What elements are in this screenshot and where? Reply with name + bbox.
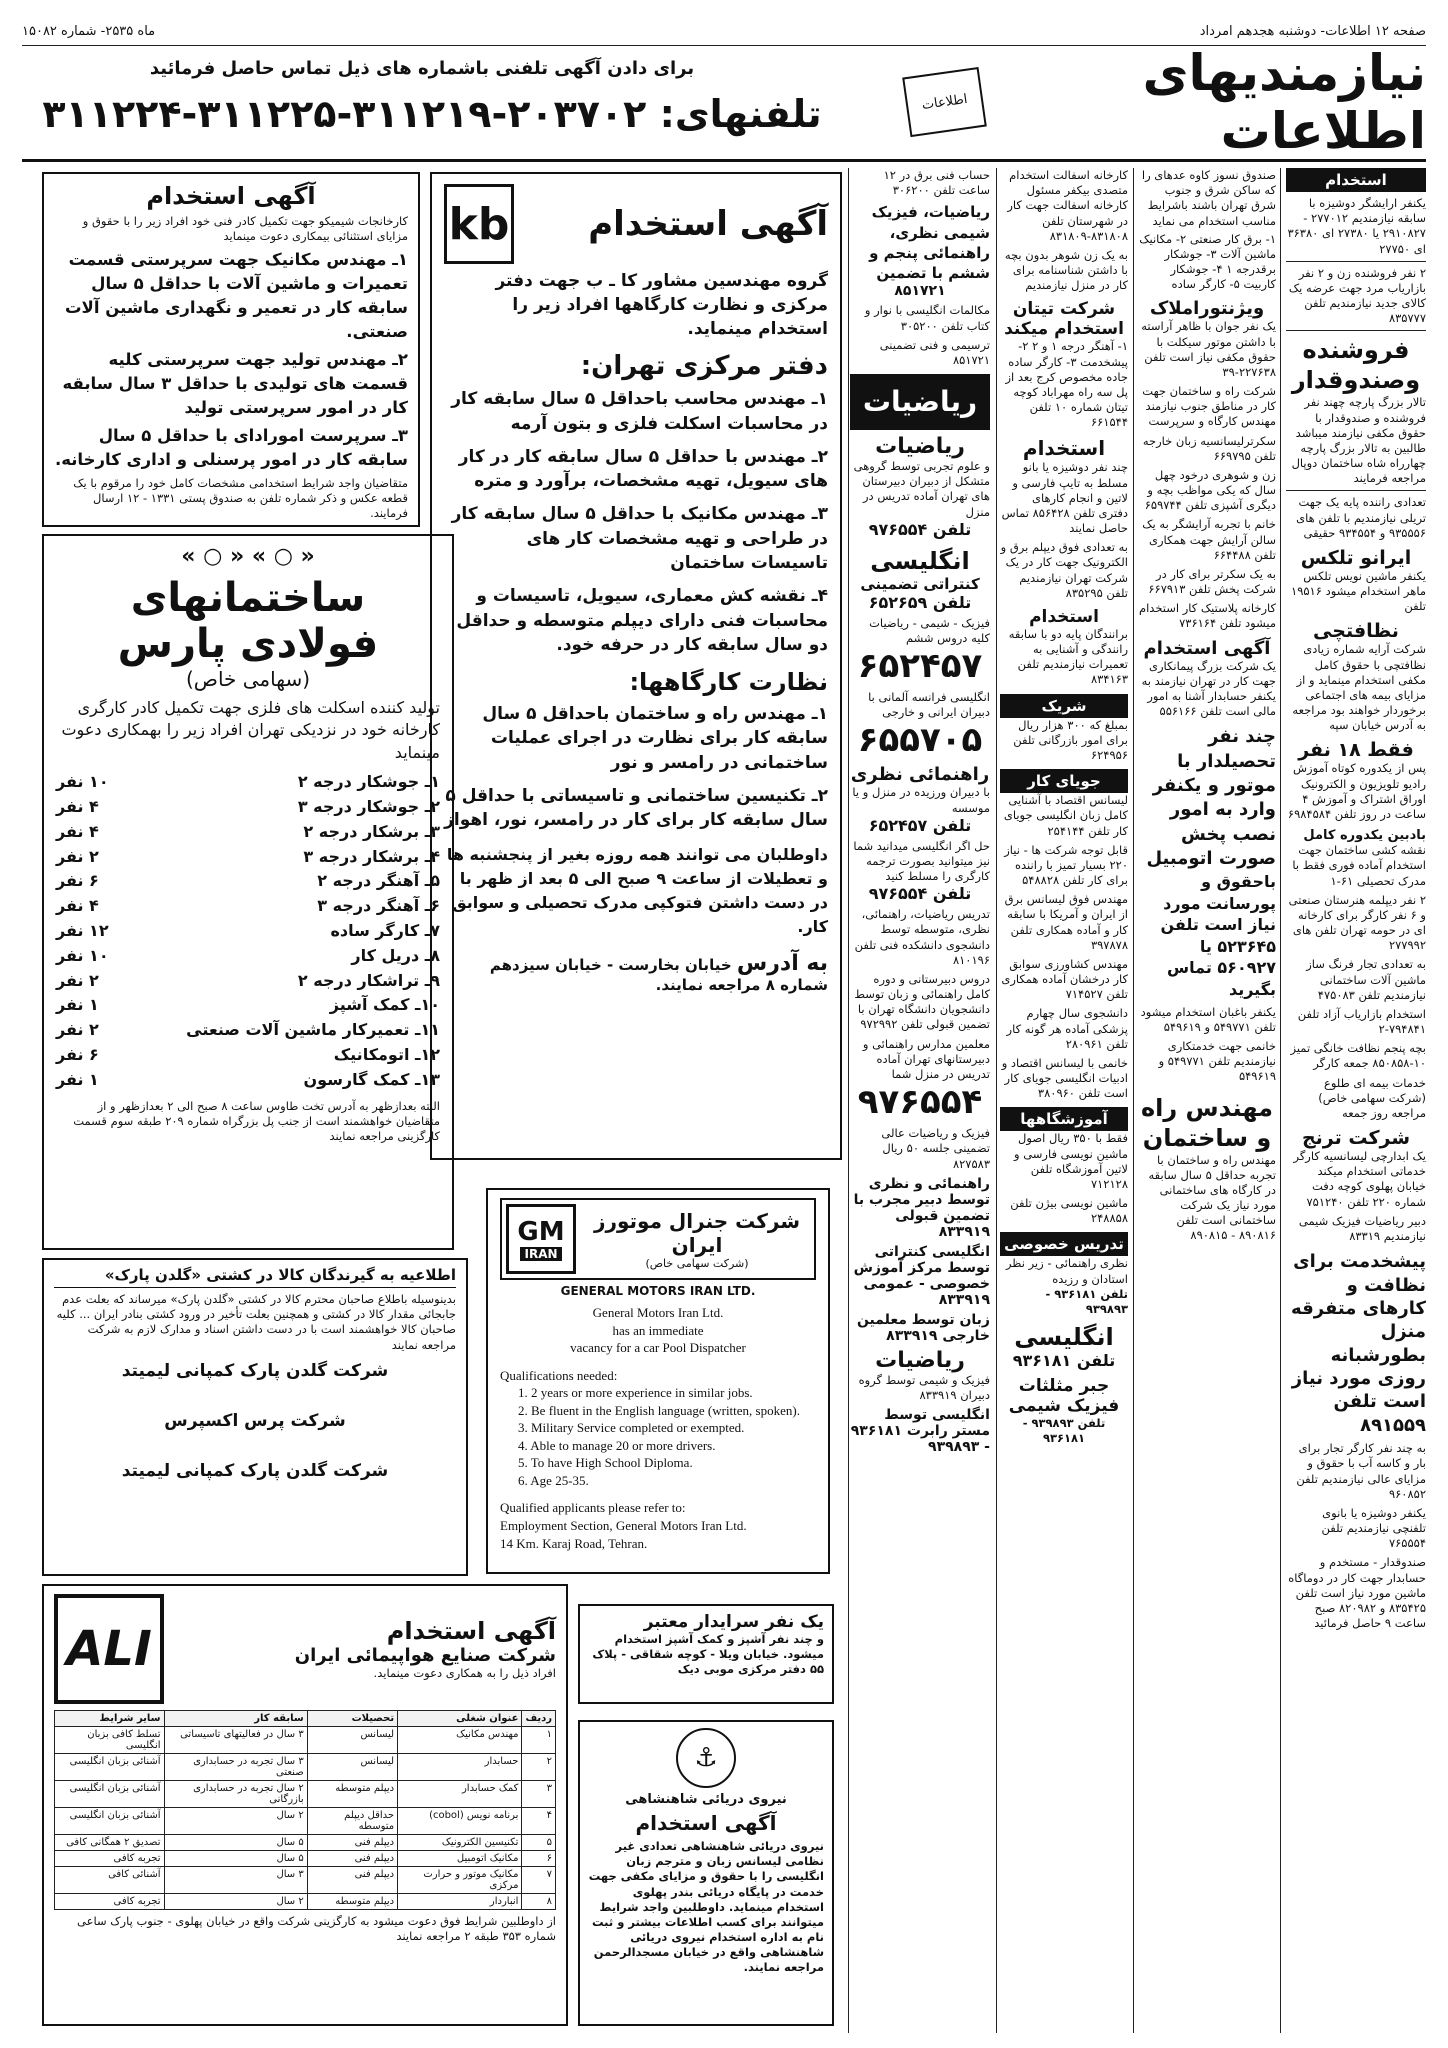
navy-title: آگهی استخدام <box>635 1811 777 1835</box>
kb-ad-intro: گروه مهندسین مشاور کا ـ ب جهت دفتر مرکزی و نظارت کارگاهها افراد زیر را استخدام مینماید. <box>495 271 828 339</box>
steel-job-count: ۶ نفر <box>56 871 99 891</box>
col2-ad9-title: آگهی استخدام <box>1143 637 1271 659</box>
steel-job-row <box>56 993 440 1018</box>
golden-company-footer: شرکت گلدن پارک کمپانی لیمیتد <box>121 1460 389 1481</box>
gm-fa-sub: (شرکت سهامی خاص) <box>645 1256 749 1270</box>
gm-intro3: vacancy for a car Pool Dispatcher <box>570 1340 746 1356</box>
steel-title2: فولادی پارس <box>117 621 379 667</box>
col2-ad8: کارخانه پلاستیک کار استخدام میشود تلفن ۷۳۶۱۶۴ <box>1138 601 1276 631</box>
table-cell: ۴ <box>522 1808 556 1835</box>
col3-ad18-title: جبر مثلثات فیزیک شیمی <box>1008 1376 1120 1417</box>
col1-ad8: نقشه کشی ساختمان جهت استخدام آماده فوری فقط با مدرک تحصیلی ۶۱-۱ <box>1292 843 1426 888</box>
col4-logo: ریاضیات <box>850 374 990 430</box>
steel-job-title: ۹ـ تراشکار درجه ۲ <box>297 970 440 990</box>
table-cell: مکانیک موتور و حرارت مرکزی <box>398 1867 522 1894</box>
col1-ad13: خدمات بیمه ای طلوع (شرکت سهامی خاص) مراجعه روز جمعه <box>1318 1075 1426 1120</box>
col1-tag: استخدام <box>1286 168 1426 192</box>
steel-job-row <box>56 894 440 919</box>
chem-intro: کارخانجات شیمیکو جهت تکمیل کادر فنی خود افراد زیر را با حقوق و مزایای استثنائی بیمکاری دعوت مینماید <box>82 214 408 244</box>
steel-title3: (سهامی خاص) <box>185 667 311 691</box>
col1-ad17: به چند نفر کارگر تجار برای بار و کاسه آب با حقوق و مزایای عالی نیازمندیم تلفن ۹۶۰۸۵۲ <box>1296 1441 1426 1501</box>
col2-ad2: یک نفر جوان با ظاهر آراسته با داشتن موتور سیکلت با حقوق مکفی نیاز است تلفن ۲۲۷۶۳۸-۳۹ <box>1141 319 1276 379</box>
col4-ad2-title: ریاضیات، فیزیک شیمی نظری، راهنمائی پنجم و ششم با تضمین <box>869 203 990 283</box>
table-cell: حسابدار <box>398 1754 522 1781</box>
table-cell: تکنیسین الکترونیک <box>398 1835 522 1851</box>
col2-ad2-title: ویژنتوراملاک <box>1149 298 1265 320</box>
kb-ad-item2: ۲ـ مهندس با حداقل ۵ سال سابقه کار در کار های سیویل، تهیه مشخصات، برآورد و متره <box>458 446 828 492</box>
table-row <box>55 1727 556 1754</box>
kb-ad-item4: ۴ـ نقشه کش معماری، سیویل، تاسیسات و محاسبات فنی دارای دیپلم متوسطه و حداقل دو سال سابقه کار در حرفه خود. <box>456 585 828 656</box>
chem-item3: ۳ـ سرپرست امورادای با حداقل ۵ سال سابقه کار در امور پرسنلی و اداری کارخانه. <box>54 425 408 469</box>
col4-ad6: کنتراتی تضمینی <box>860 574 980 593</box>
steel-job-count: ۲ نفر <box>56 1020 99 1040</box>
table-cell: ۳ سال <box>164 1867 307 1894</box>
col3-ad11: مهندس کشاورزی سوابق کار درخشان آماده همکاری تلفن ۷۱۴۵۲۷ <box>1001 956 1128 1002</box>
table-cell: آشنائی بزبان انگلیسی <box>55 1781 165 1808</box>
gm-intro1: General Motors Iran Ltd. <box>592 1305 724 1320</box>
table-cell: کمک حسابدار <box>398 1781 522 1808</box>
navy-text: نیروی دریائی شاهنشاهی تعدادی غیر نظامی لیسانس زبان و مترجم زبان انگلیسی را با حقوق و مزایای مکفی جهت خدمت در پایگاه دریائی بندر پهلوی استخدام مینماید. داوطلبین واجد شرایط میتوانند برای کسب اطلاعات بیشتر و ثبت نام به اداره استخدام نیروی دریائی شاهنشاهی واقع در خیابان مسجدالرحمن مراجعه نمایند. <box>588 1839 824 1975</box>
gm-intro2: has an immediate <box>612 1322 704 1338</box>
table-row <box>55 1867 556 1894</box>
steel-job-count: ۱۰ نفر <box>56 772 109 792</box>
steel-job-count: ۲ نفر <box>56 970 99 990</box>
col2-ad4: سکرترلیسانسیه زبان خارجه تلفن ۶۶۹۷۹۵ <box>1142 433 1276 463</box>
col4-ad12: دروس دبیرستانی و دوره کامل راهنمائی و زبان توسط دانشجویان دانشگاه تهران با تضمین قبولی تلفن ۹۷۲۹۹۲ <box>854 971 990 1032</box>
col1-ad3-title: فروشنده وصندوقدار <box>1291 336 1421 395</box>
col1-ad2: ۲ نفر فروشنده زن و ۲ نفر بازاریاب مرد جهت عرضه یک کالای جدید نیازمندیم تلفن ۸۳۵۷۷۷ <box>1288 265 1426 326</box>
golden-company2: شرکت پرس اکسپرس <box>164 1410 346 1431</box>
golden-ad <box>42 1258 468 1576</box>
table-cell: ۱ <box>522 1727 556 1754</box>
table-cell: تصدیق ۲ همگانی کافی <box>55 1835 165 1851</box>
table-cell: حداقل دیپلم متوسطه <box>307 1808 397 1835</box>
aviation-note: از داوطلبین شرایط فوق دعوت میشود به کارگزینی شرکت واقع در خیابان پهلوی - جنوب پارک ساعی شماره ۳۵۳ طبقه ۲ مراجعه نمایند <box>77 1914 556 1944</box>
gm-q1: 1. 2 years or more experience in similar jobs. <box>518 1385 753 1401</box>
table-cell: آشنائی کافی <box>55 1867 165 1894</box>
col2-ad5: زن و شوهری درخود چهل سال که یکی مواظب بچه و دیگری آشپزی تلفن ۶۵۹۷۴۴ <box>1144 467 1276 513</box>
col2-ad10-title: چند نفر تحصیلدار با موتور و یکنفر وارد به امور نصب پخش صورت اتومبیل <box>1146 726 1276 869</box>
col4-ad5-phone: تلفن ۹۷۶۵۵۴ <box>868 519 972 539</box>
col4-ad19: انگلیسی توسط مستر رابرت ۹۳۶۱۸۱ - ۹۳۹۸۹۳ <box>850 1407 990 1456</box>
table-cell: ۵ سال <box>164 1851 307 1867</box>
col4-ad4: ترسیمی و فنی تضمینی ۸۵۱۷۲۱ <box>879 337 990 367</box>
steel-job-title: ۱۱ـ تعمیرکار ماشین آلات صنعتی <box>186 1020 440 1040</box>
steel-job-title: ۲ـ جوشکار درجه ۳ <box>297 796 440 816</box>
steel-job-row <box>56 1018 440 1043</box>
table-cell: ۶ <box>522 1851 556 1867</box>
steel-job-row <box>56 1068 440 1093</box>
banner-title: نیازمندیهای اطلاعات <box>1142 44 1426 160</box>
col1-ad9: ۲ نفر دیپلمه هنرستان صنعتی و ۶ نفر کارگر برای کارخانه ای در حومه تهران تلفن های ۲۷۷۹۹۲ <box>1288 892 1426 953</box>
steel-job-title: ۱۳ـ کمک گارسون <box>303 1069 440 1089</box>
col4-ad7: فیزیک - شیمی - ریاضیات کلیه دروس ششم <box>869 615 990 645</box>
chem-ad <box>42 172 420 527</box>
table-cell: دیپلم فنی <box>307 1867 397 1894</box>
aviation-title: آگهی استخدام <box>386 1616 556 1645</box>
kb-ad-title: آگهی استخدام <box>588 204 828 244</box>
banner <box>22 44 1426 162</box>
steel-job-title: ۳ـ برشکار درجه ۲ <box>303 821 440 841</box>
col4-ad5-title: ریاضیات <box>875 434 965 460</box>
anchor-icon: ⚓ <box>676 1728 736 1788</box>
table-cell: ۳ <box>522 1781 556 1808</box>
gm-apply3: 14 Km. Karaj Road, Tehran. <box>500 1535 648 1551</box>
steel-title1: ساختمانهای <box>130 575 366 621</box>
col2-ad1-list: ۱- برق کار صنعتی ۲- مکانیک ماشین آلات ۳- جوشکار برقدرجه ۱ ۴- جوشکار کاربیت ۵- کارگر ساده <box>1139 231 1276 292</box>
steel-job-count: ۴ نفر <box>56 896 99 916</box>
col3-ad6: برانندگان پایه دو با سابقه رانندگی و آشنایی به تعمیرات نیازمندیم تلفن ۸۳۴۱۶۳ <box>1008 626 1128 687</box>
chem-note: متقاضیان واجد شرایط استخدامی مشخصات کامل خود را مرقوم با یک قطعه عکس و ذکر شماره تلفن به صندوق پستی ۱۳۳۱ - ۱۲ ارسال فرمایند. <box>73 475 408 520</box>
steel-job-row <box>56 845 440 870</box>
col1-ad19: صندوقدار - مستخدم و حسابدار جهت کار در دوماگاه ماشین مورد نیاز است تلفن ۸۳۵۴۲۵ و ۸۲۰۹۸۲ صبح ساعت ۹ حاصل فرمائید <box>1288 1555 1426 1631</box>
table-row <box>55 1835 556 1851</box>
aviation-company: شرکت صنایع هواپیمائی ایران <box>294 1644 556 1666</box>
banner-title-wrap <box>906 44 1426 160</box>
aviation-intro: افراد ذیل را به همکاری دعوت مینماید. <box>373 1665 556 1680</box>
kb-ad-sub2: نظارت کارگاهها: <box>629 667 828 696</box>
steel-job-title: ۱۲ـ اتومکانیک <box>333 1044 440 1064</box>
col1-ad10: به تعدادی تجار فرنگ ساز ماشین آلات ساختمانی نیازمندیم تلفن ۴۷۵۰۸۳ <box>1306 957 1426 1002</box>
steel-job-count: ۱۰ نفر <box>56 945 109 965</box>
col4-ad10-phone: تلفن ۹۷۶۵۵۴ <box>868 884 972 904</box>
steel-job-row <box>56 969 440 994</box>
gm-apply: Qualified applicants please refer to: <box>500 1500 686 1516</box>
col4-ad13: معلمین مدارس راهنمائی و دبیرستانهای تهران آماده تدریس در منزل شما <box>862 1036 990 1081</box>
col3-ad4-title: استخدام <box>1022 436 1106 461</box>
col4-ad8: انگلیسی فرانسه آلمانی با دبیران ایرانی و خارجی <box>868 690 990 720</box>
col3-ad16-phone: تلفن ۹۳۶۱۸۱ - ۹۳۹۸۹۳ <box>1045 1286 1128 1316</box>
aviation-col-header: عنوان شغلی <box>398 1711 522 1727</box>
col4-ad15: راهنمائی و نظری توسط دبیر مجرب با تضمین قبولی ۸۳۳۹۱۹ <box>853 1175 990 1240</box>
table-cell: تسلط کافی بزبان انگلیسی <box>55 1727 165 1754</box>
steel-job-count: ۴ نفر <box>56 796 99 816</box>
col2-ad10: باحقوق و پورسانت مورد نیاز است تلفن ۵۲۳۶۴۵ یا ۵۶۰۹۲۷ تماس بگیرید <box>1160 872 1276 1000</box>
steel-job-list <box>56 770 440 1092</box>
column-1 <box>1286 168 1426 1631</box>
col3-ad1: کارخانه اسفالت استخدام متصدی بیکفر مسئول کارخانه اسفالت جهت کار در شهرستان تلفن ۸۳۱۸۰۸-۸۳۱۸۰۹ <box>1007 168 1128 243</box>
col4-ad6-title: انگلیسی <box>870 546 970 575</box>
col4-ad18-title: ریاضیات <box>875 1347 965 1373</box>
table-cell: آشنائی بزبان انگلیسی <box>55 1808 165 1835</box>
col4-ad5: و علوم تجربی توسط گروهی متشکل از دبیران دبیرستان های تهران آماده تدریس در منزل <box>853 459 990 519</box>
col3-ad7-title: شریک <box>1000 694 1128 718</box>
kb-ad-item5: ۱ـ مهندس راه و ساختمان باحداقل ۵ سال سابقه کار برای نظارت در اجرای عملیات ساختمانی در رامسر و نور <box>482 703 828 774</box>
col3-ad13: خانمی با لیسانس اقتصاد و ادبیات انگلیسی جویای کار است تلفن ۳۸۰۹۶۰ <box>1001 1055 1128 1101</box>
table-cell: دیپلم متوسطه <box>307 1894 397 1910</box>
col3-ad12: دانشجوی سال چهارم پزشکی آماده هر گونه کار تلفن ۲۸۰۹۶۱ <box>1006 1006 1128 1051</box>
gm-q6: 6. Age 25-35. <box>518 1472 589 1488</box>
gm-ad <box>486 1188 830 1574</box>
banner-phones: تلفنهای: ۲۰۳۷۰۲-۳۱۱۲۱۹-۳۱۱۲۲۵-۳۱۱۲۲۴ <box>42 92 822 136</box>
steel-job-title: ۶ـ آهنگر درجه ۳ <box>317 896 440 916</box>
steel-job-title: ۸ـ دریل کار <box>351 945 440 965</box>
table-cell: دیپلم فنی <box>307 1851 397 1867</box>
aviation-table <box>54 1710 556 1910</box>
table-row <box>55 1781 556 1808</box>
kb-ad-address <box>444 951 828 994</box>
gm-en-title: GENERAL MOTORS IRAN LTD. <box>560 1284 756 1298</box>
caretaker-title: یک نفر سرایدار معتبر <box>643 1612 824 1632</box>
col1-ad15: دبیر ریاضیات فیزیک شیمی نیازمندیم ۸۳۳۱۹ <box>1298 1213 1426 1243</box>
kb-ad-note: داوطلبان می توانند همه روزه بغیر از پنجشنبه ها و تعطیلات از ساعت ۹ صبح الی ۵ بعد از ظهر با در دست داشتن فتوکپی مدرک تحصیلی و سوابق کار. <box>446 845 828 936</box>
col4-ad16: انگلیسی کنتراتی توسط مرکز آموزش خصوصی - عمومی ۸۳۳۹۱۹ <box>853 1243 990 1308</box>
header-right: صفحه ۱۲ اطلاعات- دوشنبه هجدهم امرداد <box>1199 24 1426 39</box>
steel-ad <box>42 534 454 1250</box>
table-cell: ۳ سال در فعالیتهای تاسیساتی <box>164 1727 307 1754</box>
col1-ad6: شرکت آرایه شماره زیادی نظافتچی با حقوق کامل مکفی استخدام مینماید و از مزایای بیمه های اجتماعی برخوردار خواهند بود مراجعه به آدرس خیابان سپه <box>1292 642 1426 733</box>
steel-job-row <box>56 1043 440 1068</box>
kb-ad-sub1: دفتر مرکزی تهران: <box>580 351 828 382</box>
col2-ad12: خانمی جهت خدمتکاری نیازمندیم تلفن ۵۴۹۷۷۱ و ۵۴۹۶۱۹ <box>1158 1039 1276 1084</box>
col4-ad9-title: راهنمائی نظری <box>850 764 990 786</box>
col3-ad16: نظری راهنمائی - زیر نظر استادان و رزیده <box>1005 1256 1128 1286</box>
table-cell: آشنائی بزبان انگلیسی <box>55 1754 165 1781</box>
aviation-col-header: ردیف <box>522 1711 556 1727</box>
table-cell: مکانیک اتومبیل <box>398 1851 522 1867</box>
aviation-col-header: تحصیلات <box>307 1711 397 1727</box>
steel-intro: تولید کننده اسکلت های فلزی جهت تکمیل کادر کارگری کارخانه خود در نزدیکی تهران افراد زیر را بهمکاری دعوت مینماید <box>61 698 440 762</box>
col4-ad9-phone: تلفن ۶۵۲۴۵۷ <box>868 815 972 835</box>
table-cell: ۵ <box>522 1835 556 1851</box>
steel-job-row <box>56 820 440 845</box>
gm-q3: 3. Military Service completed or exempted. <box>518 1420 745 1436</box>
col4-ad6-phone: تلفن ۶۵۲۶۵۹ <box>868 592 972 612</box>
table-cell: دیپلم متوسطه <box>307 1781 397 1808</box>
gm-logo-top: GM <box>517 1217 565 1247</box>
col3-ad6-title: استخدام <box>1029 606 1099 627</box>
col1-ad12: بچه پنجم نظافت خانگی تمیز ۱۰-۸۵۰۸۵۸ جمعه کارگر <box>1290 1041 1426 1071</box>
column-3 <box>1000 168 1128 1446</box>
col4-ad10: حل اگر انگلیسی میدانید شما نیز میتوانید بصورت ترجمه کارگری را مسلط کنید <box>853 838 990 884</box>
col3-ad8: لیسانس اقتصاد با آشنایی کامل زبان انگلیسی جویای کار تلفن ۲۵۴۱۴۴ <box>1003 793 1128 838</box>
steel-job-title: ۱ـ جوشکار درجه ۲ <box>297 772 440 792</box>
chem-item2: ۲ـ مهندس تولید جهت سرپرستی کلیه قسمت های تولیدی با حداقل ۳ سال سابقه کار در امور سرپرستی تولید <box>62 350 408 417</box>
table-cell: ۲ سال <box>164 1894 307 1910</box>
table-row <box>55 1851 556 1867</box>
steel-job-title: ۱۰ـ کمک آشپز <box>329 995 440 1015</box>
gm-q4: 4. Able to manage 20 or more drivers. <box>518 1437 716 1453</box>
steel-job-row <box>56 770 440 795</box>
steel-job-count: ۱ نفر <box>56 1069 99 1089</box>
table-cell: لیسانس <box>307 1727 397 1754</box>
col3-tag2: آموزشگاهها <box>1000 1107 1128 1131</box>
col3-ad17-phone: تلفن ۹۳۶۱۸۱ <box>1012 1351 1116 1371</box>
gm-q-label: Qualifications needed: <box>500 1367 618 1383</box>
table-cell: مهندس مکانیک <box>398 1727 522 1754</box>
col3-ad4: چند نفر دوشیزه یا بانو مسلط به تایپ فارسی و لاتین و انجام کارهای دفتری تلفن ۸۵۶۴۲۸ تماس حاصل نمایند <box>1001 460 1128 536</box>
col2-ad6: خانم با تجربه آرایشگر به یک سالن آرایش جهت همکاری تلفن ۶۶۴۴۸۸ <box>1142 517 1276 562</box>
col3-ad2: به یک زن شوهر بدون بچه با داشتن شناسنامه برای کار در منزل نیازمندیم <box>1004 247 1128 293</box>
steel-job-title: ۵ـ آهنگر درجه ۲ <box>317 871 440 891</box>
table-cell: ۷ <box>522 1867 556 1894</box>
steel-job-count: ۴ نفر <box>56 821 99 841</box>
chem-item1: ۱ـ مهندس مکانیک جهت سرپرستی قسمت تعمیرات و ماشین آلات با حداقل ۵ سال سابقه کار در تعمیر و نگهداری ماشین آلات صنعتی. <box>64 250 408 342</box>
col3-ad3: ۱- آهنگر درجه ۱ و ۲ ۲- پیشخدمت ۳- کارگر ساده جاده مخصوص کرج بعد از پل سه راه مهراباد کوچه تیتان شماره ۱۰ تلفن ۶۶۱۵۴۴ <box>1005 339 1128 430</box>
golden-text: بدینوسیله باطلاع صاحبان محترم کالا در کشتی «گلدن پارک» میرساند که بعلت عدم جابجائی مقدار کالا در کشتی و همچنین بعلت تأخیر در ورود کشتی بنادر ایران ... کلیه صاحبان کالا خواهشمند است با در دست داشتن اسناد و مدارک لازم به شرکت مراجعه نمایند <box>56 1292 456 1352</box>
col4-ad2-phone: ۸۵۱۷۲۱ <box>894 283 946 300</box>
kb-logo: kb <box>444 184 514 264</box>
gm-fa-title: شرکت جنرال موتورز ایران <box>593 1208 801 1257</box>
table-cell: ۲ سال <box>164 1808 307 1835</box>
col4-ad3: مکالمات انگلیسی با نوار و کتاب تلفن ۳۰۵۲۰۰ <box>864 303 990 333</box>
col3-ad10: مهندس فوق لیسانس برق از ایران و آمریکا با سابقه کار و آماده همکاری تلفن ۳۹۷۸۷۸ <box>1004 892 1128 952</box>
col1-ad5-title: ایرانو تلکس <box>1300 546 1412 569</box>
table-row <box>55 1894 556 1910</box>
table-row <box>55 1754 556 1781</box>
col4-ad14: فیزیک و ریاضیات عالی تضمینی جلسه ۵۰ ریال ۸۲۷۵۸۳ <box>881 1126 990 1171</box>
col3-ad8-title: جویای کار <box>1000 769 1128 793</box>
col2-ad9: یک شرکت بزرگ پیمانکاری جهت کار در تهران نیازمند به یکنفر حسابدار آشنا به امور مالی است تلفن ۵۵۶۱۶۶ <box>1141 658 1276 719</box>
navy-ad <box>578 1720 834 2026</box>
navy-emblem-text: نیروی دریائی شاهنشاهی <box>625 1792 787 1807</box>
kb-ad-address-label: به آدرس <box>736 951 828 976</box>
col4-ad13-phone: ۹۷۶۵۵۴ <box>857 1082 983 1123</box>
column-4 <box>850 168 990 1455</box>
table-cell: تجربه کافی <box>55 1851 165 1867</box>
aviation-table-header <box>55 1711 556 1727</box>
steel-job-count: ۶ نفر <box>56 1044 99 1064</box>
steel-ornament: « ○ » « ○ » <box>181 544 315 569</box>
col3-tag3: تدریس خصوصی <box>1000 1232 1128 1256</box>
col4-ad9: با دبیران ورزیده در منزل و یا موسسه <box>852 785 990 815</box>
col1-ad1: یکنفر ارایشگر دوشیزه با سابقه نیازمندیم ۲۷۷۰۱۲ - ۲۹۱۰۸۲۷ یا ۲۷۳۸۰ ای ۳۶۳۸۰ ای ۲۷۷۵۰ <box>1287 196 1426 256</box>
table-cell: ۵ سال <box>164 1835 307 1851</box>
col3-ad15: ماشین نویسی بیژن تلفن ۲۴۸۸۵۸ <box>1010 1196 1128 1226</box>
banner-logo: اطلاعات <box>902 67 987 137</box>
table-row <box>55 1808 556 1835</box>
col1-ad5: یکنفر ماشین نویس تلکس ماهر استخدام میشود ۱۹۵۱۶ تلفن <box>1291 568 1426 614</box>
kb-ad <box>430 172 842 1160</box>
banner-instruction: برای دادن آگهی تلفنی باشماره های ذیل تماس حاصل فرمائید <box>149 58 695 79</box>
table-cell: ۳ سال تجربه در حسابداری صنعتی <box>164 1754 307 1781</box>
steel-note: البته بعدازظهر به آدرس تخت طاوس ساعت ۸ صبح الی ۲ بعدازظهر و از متقاضیان خواهشمند است از جنب پل بزرگراه شماره ۲۰۹ طبقه سوم قسمت کارگزینی مراجعه نمایند <box>73 1098 440 1143</box>
column-2 <box>1138 168 1276 1244</box>
steel-job-count: ۱۲ نفر <box>56 920 109 940</box>
kb-ad-address-text: خیابان بخارست - خیابان سیزدهم شماره ۸ مراجعه نمایند. <box>489 956 828 994</box>
gm-q2: 2. Be fluent in the English language (written, spoken). <box>518 1402 800 1418</box>
col3-ad5: به تعدادی فوق دیپلم برق و الکترونیک جهت کار در یک شرکت تهران نیازمندیم تلفن ۸۳۵۲۹۵ <box>1000 540 1128 600</box>
col1-ad14: یک ابدارچی لیسانسیه کارگر خدماتی استخدام میکند خیابان پهلوی کوچه دفت شماره ۲۲۰ تلفن ۷۵۱۲۴۰ <box>1293 1149 1426 1209</box>
col2-ad3: شرکت راه و ساختمان جهت کار در مناطق جنوب نیازمند مهندس کارگاه و سرپرست <box>1142 384 1276 429</box>
col3-ad3-title: شرکت تیتان استخدام میکند <box>1004 299 1124 340</box>
col1-ad11: استخدام بازاریاب آزاد تلفن ۷۹۴۸۴۱-۲ <box>1297 1006 1426 1037</box>
steel-job-row <box>56 919 440 944</box>
col3-ad14: فقط با ۳۵۰ ریال اصول ماشین نویسی فارسی و لاتین آموزشگاه تلفن ۷۱۲۱۲۸ <box>1013 1131 1128 1191</box>
col2-ad7: به یک سکرتر برای کار در شرکت پخش تلفن ۶۶۷۹۱۳ <box>1148 566 1276 597</box>
col4-ad7-phone: ۶۵۲۴۵۷ <box>857 646 983 687</box>
aviation-logo: ALI <box>54 1594 164 1704</box>
steel-job-row <box>56 795 440 820</box>
table-cell: ۸ <box>522 1894 556 1910</box>
steel-job-count: ۱ نفر <box>56 995 99 1015</box>
col1-ad4: تعدادی راننده پایه یک جهت تریلی نیازمندیم با تلفن های ۹۳۵۵۵۶ و ۹۳۴۵۵۴ حقیقی <box>1296 495 1426 540</box>
chem-title: آگهی استخدام <box>146 182 316 210</box>
gm-apply2: Employment Section, General Motors Iran Ltd. <box>500 1518 747 1534</box>
col1-ad8-title: بادبین یکدوره کامل <box>1303 828 1426 844</box>
col2-ad13-title: مهندس راه و ساختمان <box>1140 1093 1274 1152</box>
caretaker-text: و چند نفر آشپز و کمک آشپز استخدام میشود. خیابان ویلا - کوچه شقاقی - پلاک ۵۵ دفتر مرکزی موبی دیک <box>592 1632 824 1677</box>
table-cell: دیپلم فنی <box>307 1835 397 1851</box>
table-cell: انباردار <box>398 1894 522 1910</box>
steel-job-count: ۲ نفر <box>56 846 99 866</box>
steel-job-row <box>56 869 440 894</box>
kb-ad-item3: ۳ـ مهندس مکانیک با حداقل ۵ سال سابقه کار در طراحی و تهیه مشخصات کار های تاسیسات ساختمان <box>451 503 828 574</box>
golden-company1: شرکت گلدن پارک کمپانی لیمیتد <box>121 1360 389 1381</box>
col2-ad1: صندوق نسوز کاوه عدهای را که ساکن شرق و جنوب شرق تهران باشند باشرایط مناسب استخدام می نماید <box>1141 168 1276 228</box>
table-cell: لیسانس <box>307 1754 397 1781</box>
col3-ad18-phone: تلفن ۹۳۹۸۹۳ - ۹۳۶۱۸۱ <box>1022 1416 1106 1446</box>
col2-ad11: یکنفر باغبان استخدام میشود تلفن ۵۴۹۷۷۱ و ۵۴۹۶۱۹ <box>1140 1004 1276 1034</box>
table-cell: ۲ سال تجربه در حسابداری بازرگانی <box>164 1781 307 1808</box>
steel-job-title: ۷ـ کارگر ساده <box>330 920 440 940</box>
steel-job-title: ۴ـ برشکار درجه ۳ <box>303 846 440 866</box>
col3-ad7: بمبلغ که ۳۰۰ هزار ریال برای امور بازرگانی تلفن ۶۲۴۹۵۶ <box>1013 717 1128 762</box>
gm-logo <box>506 1204 576 1274</box>
aviation-col-header: سایر شرایط <box>55 1711 165 1727</box>
gm-logo-bottom: IRAN <box>520 1247 561 1261</box>
aviation-ad <box>42 1584 568 2026</box>
col1-ad6-title: نظافتچی <box>1313 620 1399 643</box>
col1-ad3: تالار بزرگ پارچه چهند نفر فروشنده و صندوقدار با حقوق مکفی نیازمند میباشد طالبین به تالار بزرگ پارچه چهارراه شاه ساختمان دوپال مراجعه فرمایند <box>1291 395 1426 486</box>
col4-ad1: حساب فنی برق در ۱۲ ساعت تلفن ۳۰۶۲۰۰ <box>883 168 990 198</box>
col1-ad7: پس از یکدوره کوتاه آموزش رادیو تلویزیون و الکترونیک اوراق اشتراک و آموزش ۴ ساعت در روز تلفن ۶۹۸۴۵۸۴ <box>1287 761 1426 821</box>
col4-ad8-phone: ۶۵۵۷۰۵ <box>857 720 983 761</box>
caretaker-ad <box>578 1604 834 1704</box>
col1-ad16: پیشخدمت برای نظافت و کارهای متفرقه منزل بطورشبانه روزی مورد نیاز است تلفن ۸۹۱۵۵۹ <box>1291 1251 1426 1436</box>
col3-ad17-title: انگلیسی <box>1014 1323 1114 1352</box>
steel-job-row <box>56 944 440 969</box>
page-header <box>22 18 1426 46</box>
col3-ad9: قابل توجه شرکت ها - نیاز ۲۲۰ بسیار تمیز با راننده برای کار تلفن ۵۴۸۸۲۸ <box>1004 842 1128 888</box>
table-cell: برنامه نویس (cobol) <box>398 1808 522 1835</box>
col4-ad17: زبان توسط معلمین خارجی ۸۳۳۹۱۹ <box>856 1311 990 1344</box>
kb-ad-item1: ۱ـ مهندس محاسب باحداقل ۵ سال سابقه کار در محاسبات اسکلت فلزی و بتون آرمه <box>451 389 828 435</box>
header-left: ماه ۲۵۳۵- شماره ۱۵۰۸۲ <box>22 24 156 39</box>
col1-ad18: یکنفر دوشیزه یا بانوی تلفنچی نیازمندیم تلفن ۷۶۵۵۵۴ <box>1321 1505 1426 1551</box>
col1-ad7-title: فقط ۱۸ نفر <box>1298 739 1414 762</box>
kb-ad-item6: ۲ـ تکنیسین ساختمانی و تاسیساتی با حداقل ۵ سال سابقه کار برای کار در رامسر، نور، اهواز <box>444 785 828 831</box>
col4-ad11: تدریس ریاضیات، راهنمائی، نظری، متوسطه توسط دانشجوی دانشکده فنی تلفن ۸۱۰۱۹۶ <box>854 907 990 967</box>
golden-title: اطلاعیه به گیرندگان کالا در کشتی «گلدن پارک» <box>54 1266 456 1288</box>
gm-q5: 5. To have High School Diploma. <box>518 1455 693 1471</box>
table-cell: تجربه کافی <box>55 1894 165 1910</box>
col1-ad14-title: شرکت ترنج <box>1301 1127 1411 1150</box>
col4-ad18: فیزیک و شیمی توسط گروه دبیران ۸۳۳۹۱۹ <box>858 1372 990 1402</box>
table-cell: ۲ <box>522 1754 556 1781</box>
aviation-col-header: سابقه کار <box>164 1711 307 1727</box>
col2-ad13: مهندس راه و ساختمان با تجربه حداقل ۵ سال سابقه در کارگاه های ساختمانی مورد نیاز یک شرکت ساختمانی است تلفن ۸۹۰۸۱۶ - ۸۹۰۸۱۵ <box>1148 1152 1276 1243</box>
